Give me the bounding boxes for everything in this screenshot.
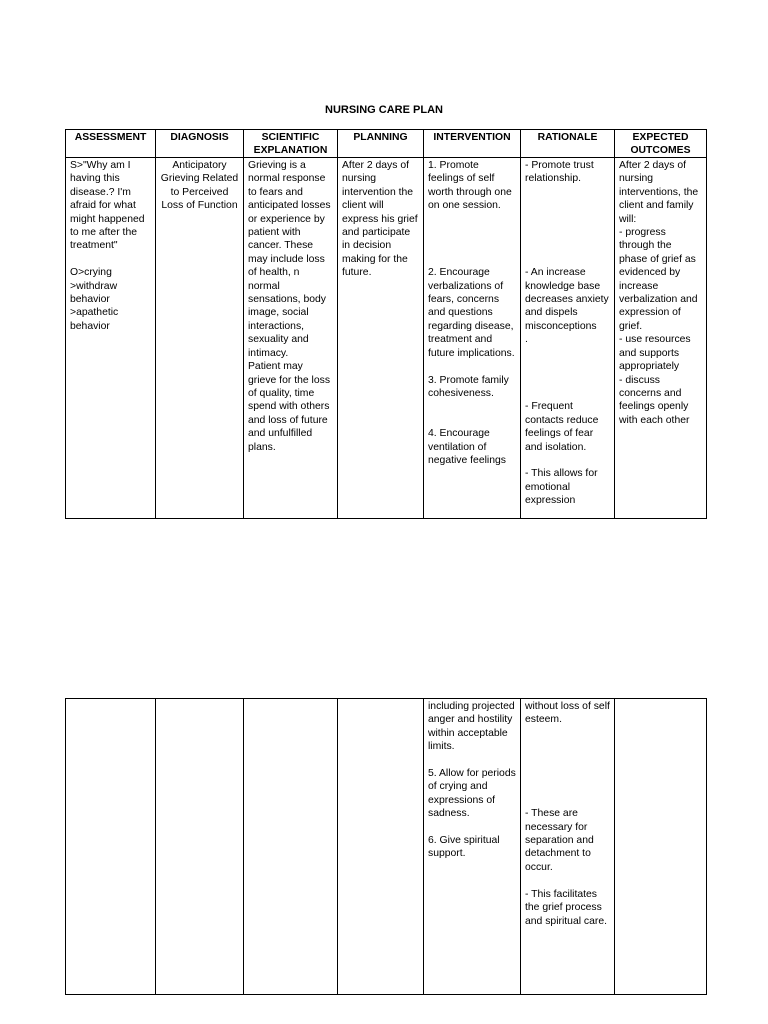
expected-outcomes-cell: After 2 days of nursing interventions, the client and family will: - progress through the phase of grief as evidenced by increase verbalization and expression of grief. - use resources and supports appropriately - discuss concerns and feelings openly with each other	[615, 158, 707, 519]
table-row	[66, 158, 707, 519]
intervention-cell: including projected anger and hostility within acceptable limits. 5. Allow for periods of crying and expressions of sadness. 6. Give spiritual support.	[424, 699, 521, 995]
header-assessment: ASSESSMENT	[66, 130, 156, 158]
header-scientific-explanation: SCIENTIFIC EXPLANATION	[244, 130, 338, 158]
rationale-cell: without loss of self esteem. - These are necessary for separation and detachment to occur. - This facilitates the grief process and spiritual care.	[521, 699, 615, 995]
expected-outcomes-cell	[615, 699, 707, 995]
header-rationale: RATIONALE	[521, 130, 615, 158]
diagnosis-cell	[156, 699, 244, 995]
scientific-explanation-cell	[244, 699, 338, 995]
header-planning: PLANNING	[338, 130, 424, 158]
document-title: NURSING CARE PLAN	[325, 104, 443, 116]
scientific-explanation-cell: Grieving is a normal response to fears and anticipated losses or experience by patient with cancer. These may include loss of health, n normal sensations, body image, social interactions, sexuality and intimacy. Patient may grieve for the loss of quality, time spend with others and loss of future and unfulfilled plans.	[244, 158, 338, 519]
assessment-cell: S>"Why am I having this disease.? I'm afraid for what might happened to me after the treatment" O>crying >withdraw behavior >apathetic behavior	[66, 158, 156, 519]
diagnosis-cell: Anticipatory Grieving Related to Perceived Loss of Function	[156, 158, 244, 519]
header-row	[66, 130, 707, 158]
care-plan-table-page-1	[65, 129, 707, 519]
header-diagnosis: DIAGNOSIS	[156, 130, 244, 158]
header-intervention: INTERVENTION	[424, 130, 521, 158]
planning-cell	[338, 699, 424, 995]
intervention-cell: 1. Promote feelings of self worth through one on one session. 2. Encourage verbalizations of fears, concerns and questions regarding disease, treatment and future implications. 3. Promote family cohesiveness. 4. Encourage ventilation of negative feelings	[424, 158, 521, 519]
care-plan-table-page-2	[65, 698, 707, 995]
assessment-cell	[66, 699, 156, 995]
planning-cell: After 2 days of nursing intervention the client will express his grief and participate in decision making for the future.	[338, 158, 424, 519]
header-expected-outcomes: EXPECTED OUTCOMES	[615, 130, 707, 158]
table-row	[66, 699, 707, 995]
rationale-cell: - Promote trust relationship. - An increase knowledge base decreases anxiety and dispels misconceptions . - Frequent contacts reduce feelings of fear and isolation. - This allows for emotional expression	[521, 158, 615, 519]
